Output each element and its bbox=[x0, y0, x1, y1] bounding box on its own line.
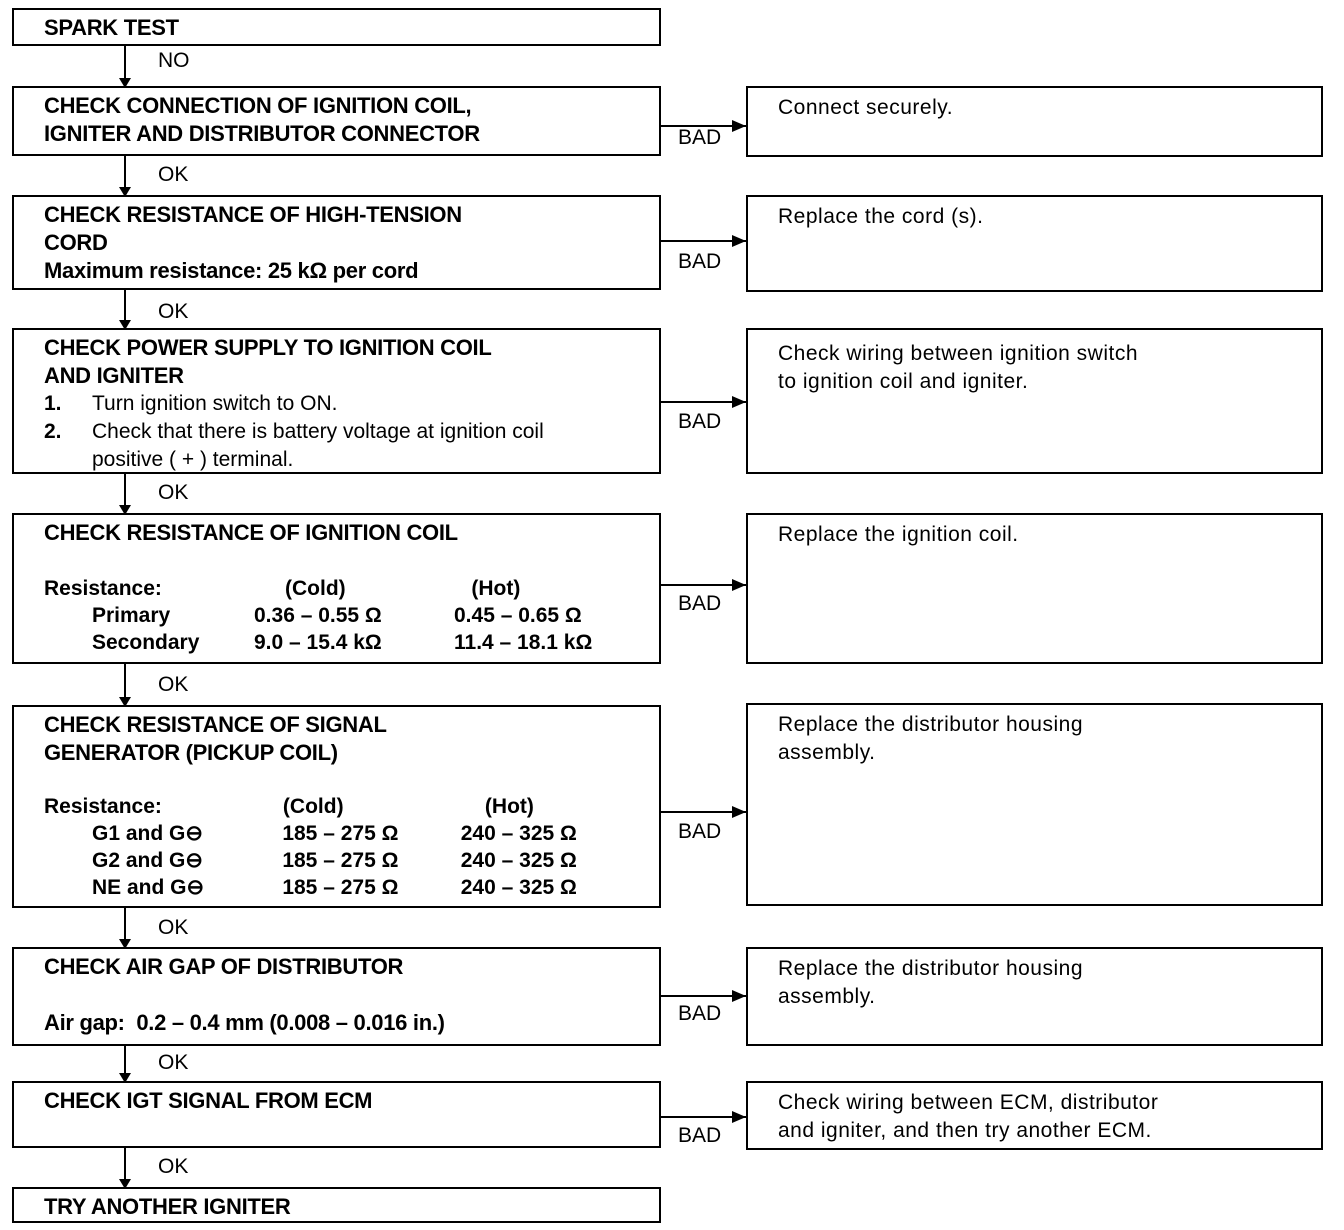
header-cell: (Cold) bbox=[282, 795, 344, 818]
hot-value: 240 – 325 Ω bbox=[460, 876, 577, 899]
start-label: SPARK TEST bbox=[44, 15, 179, 40]
item-number: 1. bbox=[44, 392, 62, 415]
flow-arrow bbox=[124, 290, 126, 328]
remedy-text: and igniter, and then try another ECM. bbox=[778, 1119, 1152, 1142]
step-power-supply-box bbox=[12, 328, 661, 474]
row-label: NE and G⊖ bbox=[92, 876, 205, 899]
remedy-text: Connect securely. bbox=[778, 96, 954, 119]
cold-value: 0.36 – 0.55 Ω bbox=[254, 604, 382, 627]
hot-value: 240 – 325 Ω bbox=[460, 822, 577, 845]
header-cell: (Hot) bbox=[471, 577, 521, 600]
remedy-box bbox=[746, 195, 1323, 292]
cold-value: 9.0 – 15.4 kΩ bbox=[254, 631, 382, 654]
item-text: Check that there is battery voltage at ignition coil positive ( + ) terminal. bbox=[92, 420, 544, 471]
flow-arrow bbox=[124, 46, 126, 86]
step-title: CHECK CONNECTION OF IGNITION COIL, bbox=[44, 93, 472, 118]
step-title: CHECK AIR GAP OF DISTRIBUTOR bbox=[44, 954, 404, 979]
remedy-box bbox=[746, 703, 1323, 906]
resistance-row bbox=[44, 820, 659, 847]
resistance-header bbox=[44, 575, 659, 602]
ok-label: OK bbox=[158, 163, 189, 186]
row-label: Secondary bbox=[92, 631, 200, 654]
remedy-text: assembly. bbox=[778, 985, 876, 1008]
remedy-text: Replace the distributor housing bbox=[778, 713, 1084, 736]
bad-label: BAD bbox=[678, 410, 722, 433]
end-label: TRY ANOTHER IGNITER bbox=[44, 1194, 291, 1219]
resistance-row bbox=[44, 629, 659, 656]
row-label: G2 and G⊖ bbox=[92, 849, 203, 872]
step-connection-box bbox=[12, 86, 661, 156]
resistance-header bbox=[44, 793, 659, 820]
step-title: CHECK RESISTANCE OF HIGH-TENSION bbox=[44, 202, 462, 227]
try-another-igniter-box bbox=[12, 1187, 661, 1223]
resistance-row bbox=[44, 874, 659, 901]
flow-arrow bbox=[124, 156, 126, 195]
cold-value: 185 – 275 Ω bbox=[282, 876, 399, 899]
bad-arrow bbox=[661, 995, 746, 997]
step-title: AND IGNITER bbox=[44, 363, 184, 388]
ok-label: OK bbox=[158, 300, 189, 323]
bad-label: BAD bbox=[678, 592, 722, 615]
no-label: NO bbox=[158, 49, 190, 72]
resistance-row bbox=[44, 847, 659, 874]
ok-label: OK bbox=[158, 481, 189, 504]
remedy-text: to ignition coil and igniter. bbox=[778, 370, 1029, 393]
bad-arrow bbox=[661, 811, 746, 813]
cold-value: 185 – 275 Ω bbox=[282, 822, 399, 845]
step-title: CHECK RESISTANCE OF IGNITION COIL bbox=[44, 520, 458, 545]
header-cell: Resistance: bbox=[44, 577, 162, 600]
item-number: 2. bbox=[44, 420, 62, 443]
flow-arrow bbox=[124, 1046, 126, 1081]
step-spec: Air gap: 0.2 – 0.4 mm (0.008 – 0.016 in.) bbox=[44, 1010, 445, 1035]
remedy-box bbox=[746, 1081, 1323, 1150]
remedy-text: assembly. bbox=[778, 741, 876, 764]
step-signal-generator-box bbox=[12, 705, 661, 908]
remedy-text: Replace the cord (s). bbox=[778, 205, 984, 228]
remedy-box bbox=[746, 86, 1323, 157]
flow-arrow bbox=[124, 908, 126, 947]
hot-value: 0.45 – 0.65 Ω bbox=[454, 604, 582, 627]
step-ignition-coil-resistance-box bbox=[12, 513, 661, 664]
header-cell: Resistance: bbox=[44, 795, 162, 818]
step-high-tension-cord-box bbox=[12, 195, 661, 290]
step-title: CHECK IGT SIGNAL FROM ECM bbox=[44, 1088, 373, 1113]
ok-label: OK bbox=[158, 1051, 189, 1074]
step-title: IGNITER AND DISTRIBUTOR CONNECTOR bbox=[44, 121, 480, 146]
flow-arrow bbox=[124, 474, 126, 513]
bad-arrow bbox=[661, 401, 746, 403]
bad-label: BAD bbox=[678, 250, 722, 273]
remedy-box bbox=[746, 513, 1323, 664]
item-text: Turn ignition switch to ON. bbox=[92, 392, 338, 415]
remedy-box bbox=[746, 947, 1323, 1046]
bad-label: BAD bbox=[678, 820, 722, 843]
row-label: Primary bbox=[92, 604, 171, 627]
row-label: G1 and G⊖ bbox=[92, 822, 203, 845]
bad-arrow bbox=[661, 584, 746, 586]
step-title: CORD bbox=[44, 230, 108, 255]
remedy-box bbox=[746, 328, 1323, 474]
flow-arrow bbox=[124, 1148, 126, 1187]
remedy-text: Check wiring between ignition switch bbox=[778, 342, 1138, 365]
header-cell: (Hot) bbox=[484, 795, 534, 818]
bad-arrow bbox=[661, 240, 746, 242]
ok-label: OK bbox=[158, 916, 189, 939]
header-cell: (Cold) bbox=[285, 577, 346, 600]
spark-test-box bbox=[12, 8, 661, 46]
ok-label: OK bbox=[158, 1155, 189, 1178]
step-title: CHECK RESISTANCE OF SIGNAL bbox=[44, 712, 387, 737]
step-title: GENERATOR (PICKUP COIL) bbox=[44, 740, 338, 765]
hot-value: 11.4 – 18.1 kΩ bbox=[454, 631, 593, 654]
step-title: CHECK POWER SUPPLY TO IGNITION COIL bbox=[44, 335, 492, 360]
resistance-row bbox=[44, 602, 659, 629]
flow-arrow bbox=[124, 664, 126, 705]
step-air-gap-box bbox=[12, 947, 661, 1046]
hot-value: 240 – 325 Ω bbox=[460, 849, 577, 872]
bad-arrow bbox=[661, 1116, 746, 1118]
step-igt-signal-box bbox=[12, 1081, 661, 1148]
remedy-text: Replace the ignition coil. bbox=[778, 523, 1019, 546]
bad-label: BAD bbox=[678, 1002, 722, 1025]
bad-label: BAD bbox=[678, 126, 722, 149]
remedy-text: Check wiring between ECM, distributor bbox=[778, 1091, 1159, 1114]
step-spec: Maximum resistance: 25 kΩ per cord bbox=[44, 258, 419, 283]
cold-value: 185 – 275 Ω bbox=[282, 849, 399, 872]
ok-label: OK bbox=[158, 673, 189, 696]
remedy-text: Replace the distributor housing bbox=[778, 957, 1084, 980]
bad-label: BAD bbox=[678, 1124, 722, 1147]
